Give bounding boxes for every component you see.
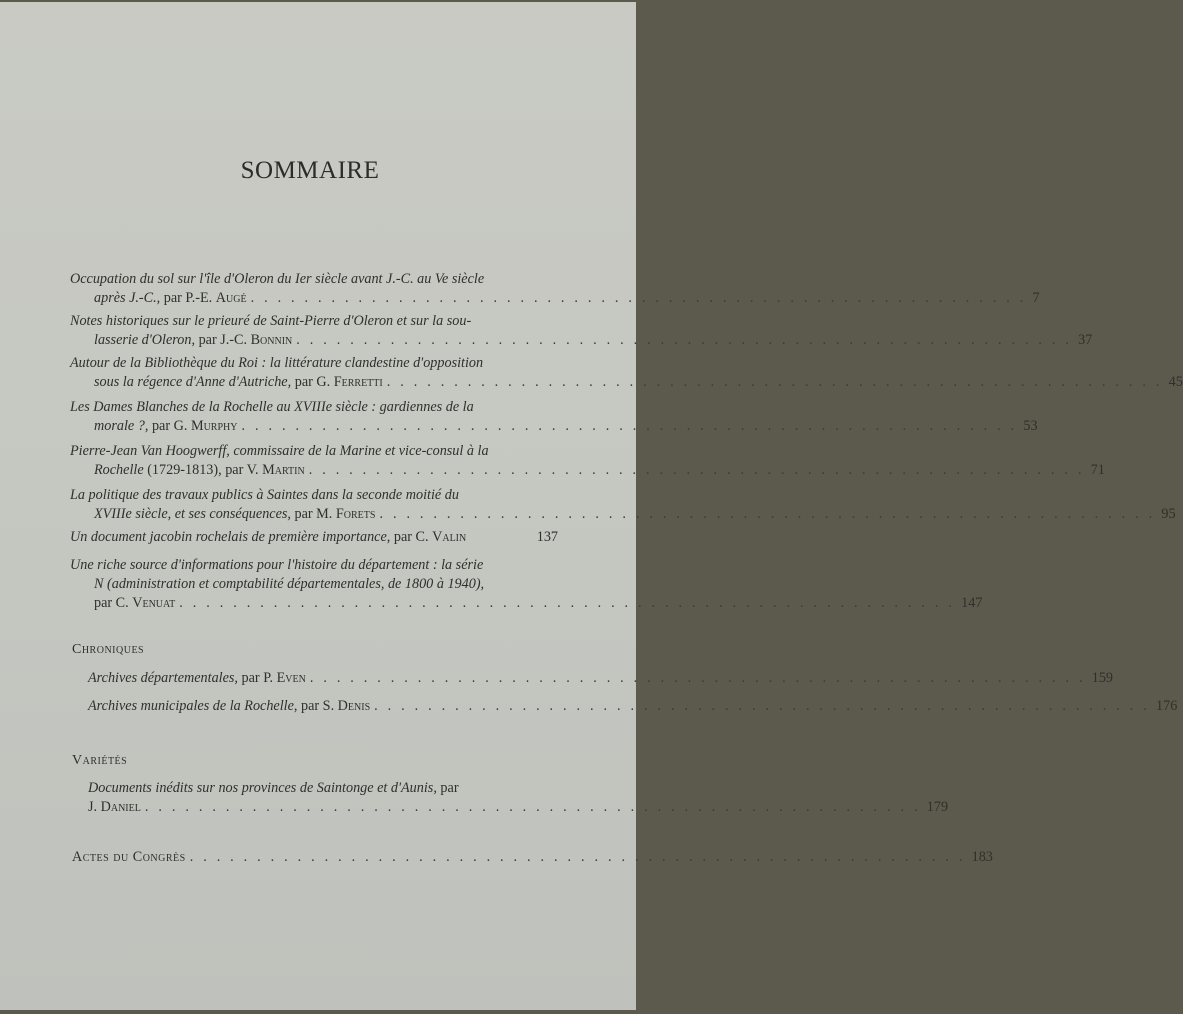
- entry-par: par G.: [291, 374, 334, 390]
- entry-par: par C.: [390, 529, 433, 545]
- entry-page-number: 159: [1091, 670, 1113, 686]
- entry-author: Venuat: [132, 595, 176, 611]
- leader-dots: . . . . . . . . . . . . . . . . . . . . . . . . . . . . . . . . . . . . . . . . . . . . . . . . . . . . . . . . . .: [309, 670, 1086, 686]
- leader-dots: . . . . . . . . . . . . . . . . . . . . . . . . . . . . . . . . . . . . . . . . . . . . . . . . . . . . . . . . . .: [189, 849, 966, 865]
- entry-title-end: XVIIIe siècle, et ses conséquences,: [94, 506, 291, 522]
- entry-author: Bonnin: [250, 332, 293, 348]
- entry-title-end: après J.-C.,: [94, 290, 161, 306]
- entry-page-number: 45: [1168, 374, 1183, 390]
- entry-byline: [88, 669, 1113, 688]
- leader-dots: . . . . . . . . . . . . . . . . . . . . . . . . . . . . . . . . . . . . . . . . . . . . . . . . . . . . . . . . . .: [144, 799, 921, 815]
- entry-page-number: 95: [1161, 506, 1176, 522]
- entry-title: Archives départementales,: [88, 670, 238, 686]
- entry-page-number: 183: [971, 849, 993, 865]
- entry-title-line: Les Dames Blanches de la Rochelle au XVIIIe siècle : gardiennes de la: [70, 399, 474, 415]
- toc-entry: [70, 270, 1040, 308]
- entry-byline: [70, 505, 1176, 524]
- entry-par: par J.-C.: [195, 332, 251, 348]
- entry-page-number: 137: [536, 529, 558, 545]
- entry-title-end: Rochelle: [94, 462, 144, 478]
- leader-dots: . . . . . . . . . . . . . . . . . . . . . . . . . . . . . . . . . . . . . . . . . . . . . . . . . . . . . . . . . .: [241, 418, 1018, 434]
- entry-author: Valin: [432, 529, 467, 545]
- entry-title: Documents inédits sur nos provinces de Saintonge et d'Aunis,: [88, 780, 437, 796]
- leader-dots: . . . . . . . . . . . . . . . . . . . . . . . . . . . . . . . . . . . . . . . . . . . . . . . . . . . . . . . . . .: [296, 332, 1073, 348]
- toc-entry: [70, 528, 558, 547]
- entry-byline: [88, 697, 1178, 716]
- entry-title-line: Autour de la Bibliothèque du Roi : la littérature clandestine d'opposition: [70, 355, 484, 371]
- toc-entry: [88, 669, 1113, 688]
- entry-page-number: 147: [961, 595, 983, 611]
- entry-page-number: 71: [1090, 462, 1105, 478]
- entry-title-line: La politique des travaux publics à Saintes dans la seconde moitié du: [70, 487, 459, 503]
- entry-author: Augé: [215, 290, 247, 306]
- toc-entry: [88, 779, 949, 817]
- toc-entry: [88, 697, 1178, 716]
- toc-entry: [70, 486, 1176, 524]
- entry-page-number: 7: [1032, 290, 1040, 306]
- entry-byline: [72, 848, 993, 867]
- entry-author: J. Daniel: [88, 799, 141, 815]
- entry-par: par M.: [290, 506, 336, 522]
- entry-par: par P.: [237, 670, 277, 686]
- entry-byline: [70, 373, 1183, 392]
- toc-entry: [70, 442, 1105, 480]
- entry-par: par G.: [148, 418, 191, 434]
- leader-dots: . . . . . . . . . . . . . . . . . . . . . . . . . . . . . . . . . . . . . . . . . . . . . . . . . . . . . . . . . .: [379, 506, 1156, 522]
- entry-title-line: [88, 779, 558, 798]
- entry-par: par S.: [297, 698, 338, 714]
- entry-par: (1729-1813), par V.: [143, 462, 263, 478]
- leader-dots: . . . . . . . . . . . . . . . . . . . . . . . . . . . . . . . . . . . . . . . . . . . . . . . . . . . . . . . . . .: [386, 374, 1163, 390]
- entry-title-line: Une riche source d'informations pour l'histoire du département : la série: [70, 557, 484, 573]
- leader-dots: . . . . . . . . . . . . . . . . . . . . . . . . . . . . . . . . . . . . . . . . . . . . . . . . . . . . . . . . . .: [250, 290, 1027, 306]
- entry-title-end: sous la régence d'Anne d'Autriche,: [94, 374, 292, 390]
- entry-author: Martin: [262, 462, 305, 478]
- entry-byline: [70, 461, 1105, 480]
- entry-byline: [88, 798, 949, 817]
- entry-title-end: lasserie d'Oleron,: [94, 332, 196, 348]
- entry-byline: [70, 528, 558, 547]
- entry-title: Archives municipales de la Rochelle,: [88, 698, 298, 714]
- entry-title-line: Pierre-Jean Van Hoogwerff, commissaire de la Marine et vice-consul à la: [70, 443, 489, 459]
- toc-entry: [70, 354, 1183, 392]
- entry-page-number: 53: [1023, 418, 1038, 434]
- entry-author: Forets: [335, 506, 376, 522]
- entry-par: par C.: [94, 595, 133, 611]
- book-page: [0, 2, 1183, 1010]
- entry-author: Ferretti: [333, 374, 383, 390]
- page-title: SOMMAIRE: [240, 157, 380, 184]
- entry-title: Actes du Congrès: [72, 849, 186, 865]
- toc-entry: [70, 398, 1038, 436]
- section-heading-varietes: Variétés: [72, 753, 128, 768]
- entry-title: Un document jacobin rochelais de première importance,: [70, 529, 391, 545]
- toc-entry: [70, 556, 983, 613]
- entry-title-line: N (administration et comptabilité départementales, de 1800 à 1940),: [94, 576, 485, 592]
- toc-entry-actes: [72, 848, 993, 867]
- entry-author: Denis: [337, 698, 371, 714]
- entry-byline: [70, 289, 1040, 308]
- section-heading-chroniques: Chroniques: [72, 642, 145, 657]
- entry-page-number: 37: [1078, 332, 1093, 348]
- leader-dots: . . . . . . . . . . . . . . . . . . . . . . . . . . . . . . . . . . . . . . . . . . . . . . . . . . . . . . . . . .: [374, 698, 1151, 714]
- entry-par: par: [436, 780, 459, 796]
- entry-title-line: Occupation du sol sur l'île d'Oleron du Ier siècle avant J.-C. au Ve siècle: [70, 271, 485, 287]
- entry-title-line: Notes historiques sur le prieuré de Saint-Pierre d'Oleron et sur la sou-: [70, 313, 472, 329]
- entry-page-number: 176: [1156, 698, 1178, 714]
- entry-byline: [70, 331, 1093, 350]
- entry-byline: [70, 417, 1038, 436]
- toc-entry: [70, 312, 1093, 350]
- entry-author: Murphy: [190, 418, 238, 434]
- entry-par: par P.-E.: [160, 290, 216, 306]
- entry-title-end: morale ?,: [94, 418, 149, 434]
- entry-page-number: 179: [926, 799, 949, 815]
- leader-dots: . . . . . . . . . . . . . . . . . . . . . . . . . . . . . . . . . . . . . . . . . . . . . . . . . . . . . . . . . .: [308, 462, 1085, 478]
- entry-byline: [70, 594, 983, 613]
- leader-dots: . . . . . . . . . . . . . . . . . . . . . . . . . . . . . . . . . . . . . . . . . . . . . . . . . . . . . . . . . .: [179, 595, 956, 611]
- entry-author: Even: [276, 670, 306, 686]
